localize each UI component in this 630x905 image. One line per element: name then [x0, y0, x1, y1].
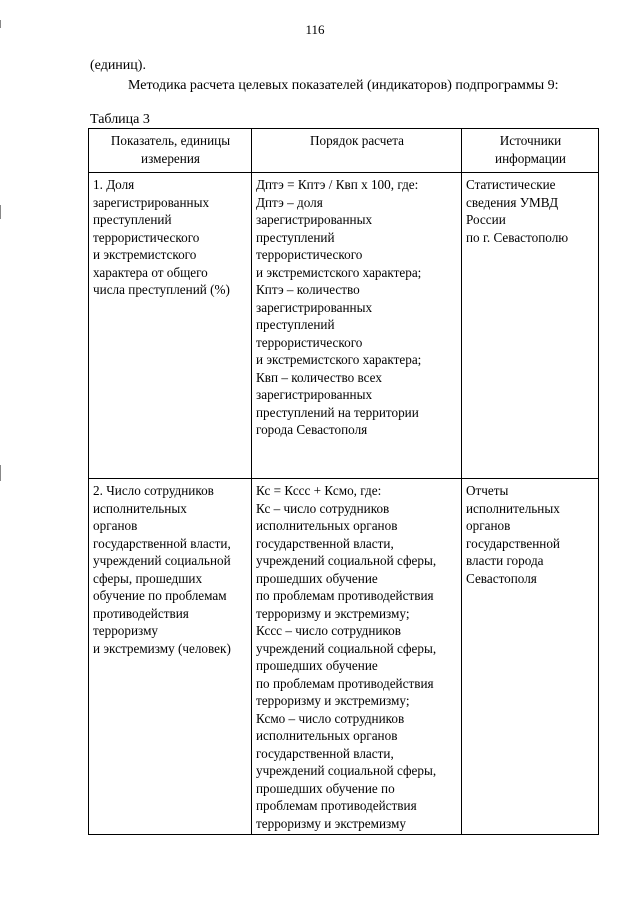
header-calculation: Порядок расчета — [252, 129, 462, 173]
cell-text-line: 2. Число сотрудников — [93, 483, 214, 498]
cell-text-line: по проблемам противодействия — [256, 588, 434, 603]
cell-text-line: учреждений социальной сферы, — [256, 763, 437, 778]
cell-text-line: Кптэ – количество — [256, 282, 360, 297]
cell-text-line: исполнительных — [93, 500, 187, 516]
calculation-cell — [252, 479, 462, 835]
cell-text-line: по проблемам противодействия — [256, 675, 434, 691]
cell-text-line: и экстремистского характера; — [256, 264, 422, 280]
cell-text-line: учреждений социальной — [93, 553, 231, 568]
cell-text-line: Севастополя — [466, 570, 537, 586]
cell-text-line: Ксcс – число сотрудников — [256, 623, 401, 638]
source-cell — [462, 479, 599, 835]
cell-text-line: прошедших обучение — [256, 658, 378, 673]
cell-text-line: противодействия — [93, 605, 189, 621]
table-row — [89, 479, 599, 835]
cell-text-line: по г. Севастополю — [466, 229, 569, 245]
cell-text-line: зарегистрированных — [93, 194, 210, 210]
cell-text-line: исполнительных — [466, 500, 560, 516]
cell-text-line: террористического — [93, 229, 200, 245]
cell-text-line: прошедших обучение по — [256, 780, 395, 796]
cell-text-line: России — [466, 212, 506, 227]
cell-text-line: Дптэ – доля — [256, 194, 323, 210]
cell-text-line: исполнительных органов — [256, 518, 398, 533]
cell-text-line: террористического — [256, 247, 363, 262]
cell-text-line: характера от общего — [93, 264, 208, 280]
cell-text-line: учреждений социальной сферы, — [256, 553, 437, 568]
intro-line: (единиц). — [90, 58, 146, 73]
cell-text-line: государственной власти, — [256, 745, 394, 761]
cell-text-line: преступлений — [256, 229, 335, 245]
cell-text-line: числа преступлений (%) — [93, 282, 230, 297]
cell-text-line: зарегистрированных — [256, 299, 373, 315]
cell-text-line: терроризму — [93, 623, 159, 638]
cell-text-line: учреждений социальной сферы, — [256, 640, 437, 656]
cell-text-line: преступлений — [93, 212, 172, 227]
section-heading: Методика расчета целевых показателей (индикаторов) подпрограммы 9: — [128, 78, 559, 93]
cell-text-line: Кс – число сотрудников — [256, 500, 390, 516]
cell-text-line: Квп – количество всех — [256, 369, 382, 385]
cell-text-line: терроризму и экстремизму; — [256, 693, 410, 708]
cell-text-line: Кс = Ксcс + Ксмо, где: — [256, 483, 382, 498]
header-indicator: Показатель, единицы измерения — [89, 129, 252, 173]
cell-text-line: проблемам противодействия — [256, 798, 417, 813]
cell-text-line: преступлений — [256, 317, 335, 332]
cell-text-line: Статистические — [466, 177, 556, 192]
cell-text-line: органов — [93, 518, 138, 533]
indicator-cell — [89, 173, 252, 479]
page-number: 116 — [305, 22, 325, 37]
cell-text-line: и экстремистского — [93, 247, 197, 262]
cell-text-line: Ксмо – число сотрудников — [256, 710, 405, 726]
cell-text-line: исполнительных органов — [256, 728, 398, 743]
header-source: Источники информации — [462, 129, 599, 173]
cell-text-line: и экстремизму (человек) — [93, 640, 231, 656]
cell-text-line: государственной — [466, 535, 560, 551]
table-row — [89, 173, 599, 479]
scan-edge-line — [0, 205, 1, 219]
cell-text-line: государственной власти, — [93, 535, 231, 551]
source-cell — [462, 173, 599, 479]
indicator-table — [88, 128, 599, 835]
scan-edge-line — [0, 465, 1, 481]
calculation-cell — [252, 173, 462, 479]
cell-text-line: зарегистрированных — [256, 387, 373, 402]
cell-text-line: органов — [466, 518, 511, 533]
indicator-cell — [89, 479, 252, 835]
cell-text-line: Дптэ = Кптэ / Квп х 100, где: — [256, 177, 419, 192]
cell-text-line: города Севастополя — [256, 422, 368, 437]
cell-text-line: преступлений на территории — [256, 404, 419, 420]
cell-text-line: Отчеты — [466, 483, 509, 498]
cell-text-line: терроризму и экстремизму; — [256, 605, 410, 621]
cell-text-line: государственной власти, — [256, 535, 394, 551]
cell-text-line: прошедших обучение — [256, 570, 378, 586]
cell-text-line: терроризму и экстремизму — [256, 815, 406, 831]
cell-text-line: обучение по проблемам — [93, 588, 227, 603]
cell-text-line: сферы, прошедших — [93, 570, 203, 586]
cell-text-line: власти города — [466, 553, 544, 568]
table-header-row — [89, 129, 599, 173]
cell-text-line: 1. Доля — [93, 177, 135, 192]
table-label: Таблица 3 — [90, 112, 150, 127]
cell-text-line: сведения УМВД — [466, 194, 559, 210]
cell-text-line: и экстремистского характера; — [256, 352, 422, 367]
cell-text-line: террористического — [256, 334, 363, 350]
cell-text-line: зарегистрированных — [256, 212, 373, 227]
